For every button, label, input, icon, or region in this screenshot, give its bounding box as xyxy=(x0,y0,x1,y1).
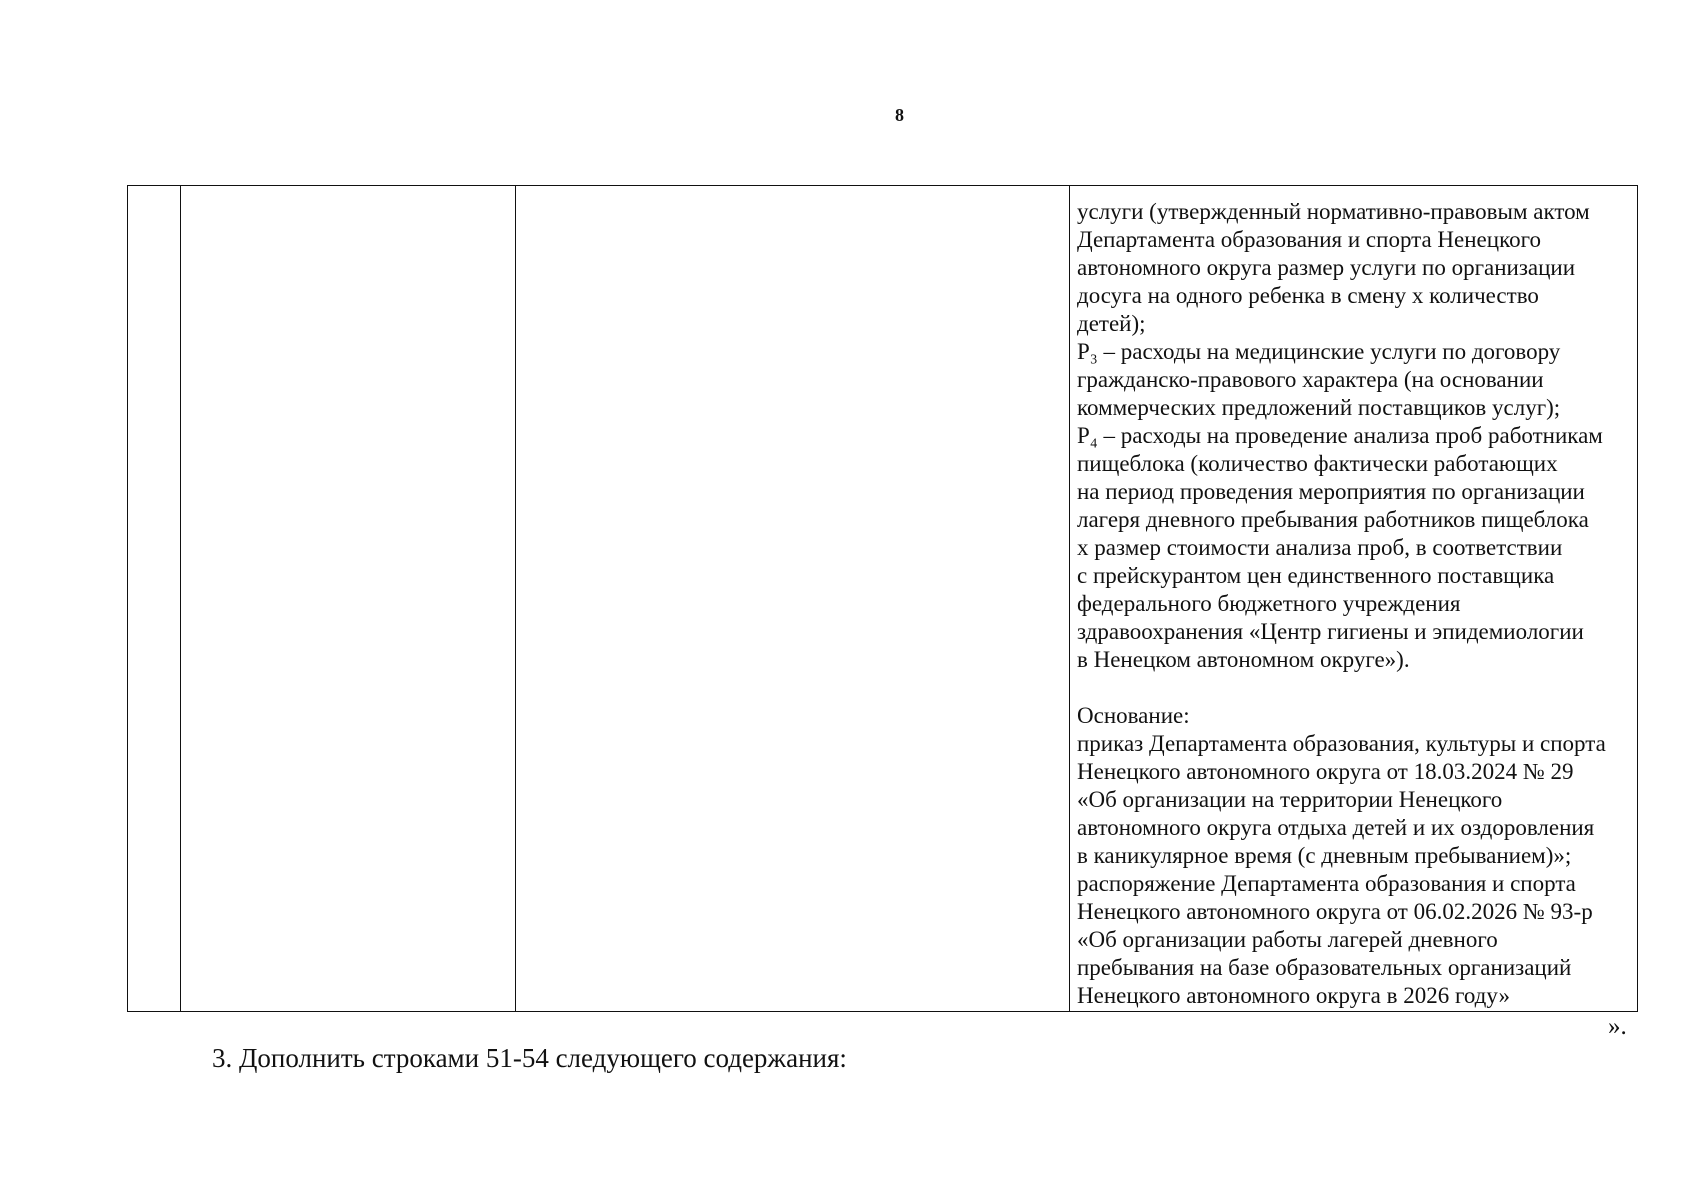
table-cell-calculation xyxy=(1070,186,1638,1012)
basis-order: приказ Департамента образования, культуры и спорта Ненецкого автономного округа от 18.03.2024 № 29 «Об организации на территории Ненецкого автономного округа отдыха детей и их оздоровления в каникулярное время (с дневным пребыванием)»; xyxy=(1077,731,1606,868)
paragraph-p4: Р₄ – расходы на проведение анализа проб работникам пищеблока (количество фактически работающих на период проведения мероприятия по организации лагеря дневного пребывания работников пищеблока х размер стоимости анализа проб, в соответствии с прейскурантом цен единственного поставщика федерального бюджетного учреждения здравоохранения «Центр гигиены и эпидемиологии в Ненецком автономном округе»). xyxy=(1077,423,1603,672)
closing-quote: ». xyxy=(1608,1013,1627,1040)
instruction-paragraph: 3. Дополнить строками 51-54 следующего содержания: xyxy=(212,1043,847,1073)
table-row xyxy=(128,186,1638,1012)
document-table xyxy=(127,185,1638,1012)
paragraph-service-size: услуги (утвержденный нормативно-правовым актом Департамента образования и спорта Ненецкого автономного округа размер услуги по организации досуга на одного ребенка в смену х количество детей); xyxy=(1077,199,1590,336)
basis-decree: распоряжение Департамента образования и спорта Ненецкого автономного округа от 06.02.2026 № 93-р «Об организации работы лагерей дневного пребывания на базе образовательных организаций Ненецкого автономного округа в 2026 году» xyxy=(1077,871,1593,1008)
table-cell-number xyxy=(128,186,181,1012)
table-cell-name xyxy=(181,186,516,1012)
calculation-text xyxy=(1070,186,1637,1010)
table-cell-description xyxy=(516,186,1070,1012)
page-number: 8 xyxy=(895,105,904,125)
paragraph-spacer xyxy=(1077,674,1631,702)
paragraph-p3: Р₃ – расходы на медицинские услуги по договору гражданско-правового характера (на основании коммерческих предложений поставщиков услуг); xyxy=(1077,339,1561,420)
basis-heading: Основание: xyxy=(1077,703,1190,728)
